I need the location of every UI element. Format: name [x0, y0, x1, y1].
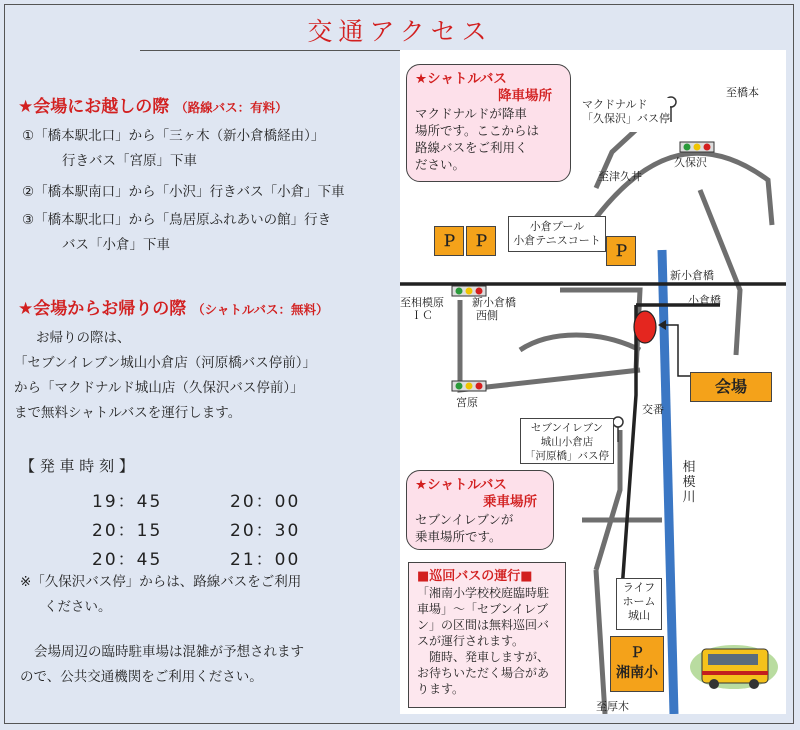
dropoff-subtitle: 降車場所	[498, 88, 552, 104]
road-loop	[520, 335, 640, 350]
loop-line: 車場」～「セブンイレブ	[417, 602, 548, 616]
shinokura-bridge-label: 新小倉橋	[670, 269, 714, 282]
dropoff-line: 場所です。ここからは	[415, 123, 540, 138]
dropoff-callout	[406, 64, 571, 182]
returning-text	[14, 326, 316, 426]
life-label-3: 城山	[628, 609, 650, 622]
seven-label-1: セブンイレブン	[530, 422, 604, 434]
ic-label-1: 至相模原	[400, 296, 444, 309]
pickup-title: ★シャトルバス	[415, 477, 507, 493]
shonan-label: 湘南小	[616, 665, 658, 681]
pool-label-2: 小倉テニスコート	[513, 234, 601, 247]
shonan-parking	[610, 636, 664, 692]
kubosawa-note-1: ※「久保沢バス停」からは、路線バスをご利用	[20, 574, 302, 590]
loop-bus-title: ■巡回バスの運行■	[417, 569, 533, 584]
to-atsugi-label: 至厚木	[596, 700, 629, 713]
pickup-callout	[406, 470, 554, 550]
sagami-river-label: 相模川	[682, 460, 696, 505]
parking-note-2: ので、公共交通機関をご利用ください。	[20, 669, 263, 685]
loop-bus-box	[408, 562, 566, 708]
venue-box: 会場	[690, 372, 772, 402]
page-title: 交通アクセス	[307, 17, 493, 46]
pool-box	[508, 216, 606, 252]
dropoff-line: マクドナルドが降車	[415, 106, 527, 121]
shonan-parking-p: Ｐ	[630, 645, 644, 661]
to-sagamihara-ic-label	[400, 296, 444, 322]
route-3-line1: ③「橋本駅北口」から「鳥居原ふれあいの館」行き	[22, 212, 332, 228]
venue-marker-icon	[634, 311, 656, 343]
ic-label-2: ＩＣ	[411, 309, 433, 322]
route-3-line2: バス「小倉」下車	[62, 237, 170, 253]
seven-label-2: 城山小倉店	[540, 436, 594, 448]
shinokura-west-label	[472, 296, 516, 322]
road-south	[596, 570, 605, 714]
pickup-line: セブンイレブンが	[415, 512, 514, 527]
koban-label: 交番	[642, 403, 664, 416]
loop-line: 「湘南小学校校庭臨時駐	[417, 586, 550, 600]
seven-bus-stop-icon	[613, 417, 623, 427]
life-label-2: ホーム	[622, 595, 656, 608]
parking-3: Ｐ	[606, 236, 636, 266]
route-1	[22, 124, 324, 174]
loop-line: お待ちいただく場合があ	[417, 666, 550, 680]
loop-line: 随時、発車しますが、	[417, 650, 550, 664]
route-1-line1: ①「橋本駅北口」から「三ヶ木（新小倉橋経由）」	[22, 128, 325, 144]
returning-heading: ★会場からお帰りの際 （シャトルバス：無料）	[18, 299, 329, 319]
west-label-1: 新小倉橋	[472, 296, 516, 309]
road-venue	[560, 290, 640, 370]
time-2: 20：00	[230, 492, 301, 512]
time-4: 20：30	[230, 521, 301, 541]
return-line-2: 「セブンイレブン城山小倉店（河原橋バス停前）」	[14, 355, 316, 371]
mcd-label-2: 「久保沢」バス停	[582, 112, 670, 125]
time-1: 19：45	[92, 492, 163, 512]
return-line-4: まで無料シャトルバスを運行します。	[14, 405, 242, 421]
kubosawa-note-2: ください。	[44, 599, 112, 615]
loop-line: ります。	[417, 682, 465, 696]
time-6: 21：00	[230, 550, 301, 570]
pickup-subtitle: 乗車場所	[483, 494, 537, 510]
time-5: 20：45	[92, 550, 163, 570]
loop-line: スが運行されます。	[417, 634, 525, 648]
mcd-label-1: マクドナルド	[582, 98, 648, 111]
pool-label-1: 小倉プール	[529, 220, 585, 233]
to-tsukui-label: 至津久井	[598, 170, 642, 183]
miyahara-label: 宮原	[456, 396, 478, 409]
parking-note-1: 会場周辺の臨時駐車場は混雑が予想されます	[34, 644, 304, 660]
mcd-label	[582, 98, 670, 132]
parking-2: Ｐ	[466, 226, 496, 256]
schedule-heading: 【 発 車 時 刻 】	[20, 457, 134, 475]
route-2	[22, 180, 345, 205]
dropoff-line: ださい。	[415, 157, 466, 172]
return-line-1: お帰りの際は、	[36, 330, 131, 346]
route-1-line2: 行きバス「宮原」下車	[62, 153, 197, 169]
access-map	[400, 50, 786, 714]
dropoff-line: 路線バスをご利用く	[415, 140, 528, 155]
time-3: 20：15	[92, 521, 163, 541]
return-line-3: から「マクドナルド城山店（久保沢バス停前）」	[14, 380, 304, 396]
parking-note	[20, 640, 304, 690]
seven-box	[520, 418, 614, 464]
dropoff-title: ★シャトルバス	[415, 71, 507, 87]
life-label-1: ライフ	[622, 581, 656, 594]
route-3	[22, 208, 331, 258]
kubosawa-label: 久保沢	[674, 156, 707, 169]
pickup-line: 乗車場所です。	[415, 529, 502, 544]
kubosawa-note	[20, 570, 301, 620]
loop-line: ン」の区間は無料巡回バ	[417, 618, 550, 632]
west-label-2: 西側	[476, 309, 498, 322]
bus-illustration	[690, 645, 778, 689]
going-heading: ★会場にお越しの際 （路線バス：有料）	[18, 97, 288, 117]
route-2-line1: ②「橋本駅南口」から「小沢」行きバス「小倉」下車	[22, 184, 345, 200]
okura-bridge-label: 小倉橋	[688, 294, 721, 307]
seven-label-3: 「河原橋」バス停	[525, 450, 609, 462]
lifehome-box	[616, 578, 662, 630]
to-hashimoto-label: 至橋本	[726, 86, 759, 99]
parking-1: Ｐ	[434, 226, 464, 256]
